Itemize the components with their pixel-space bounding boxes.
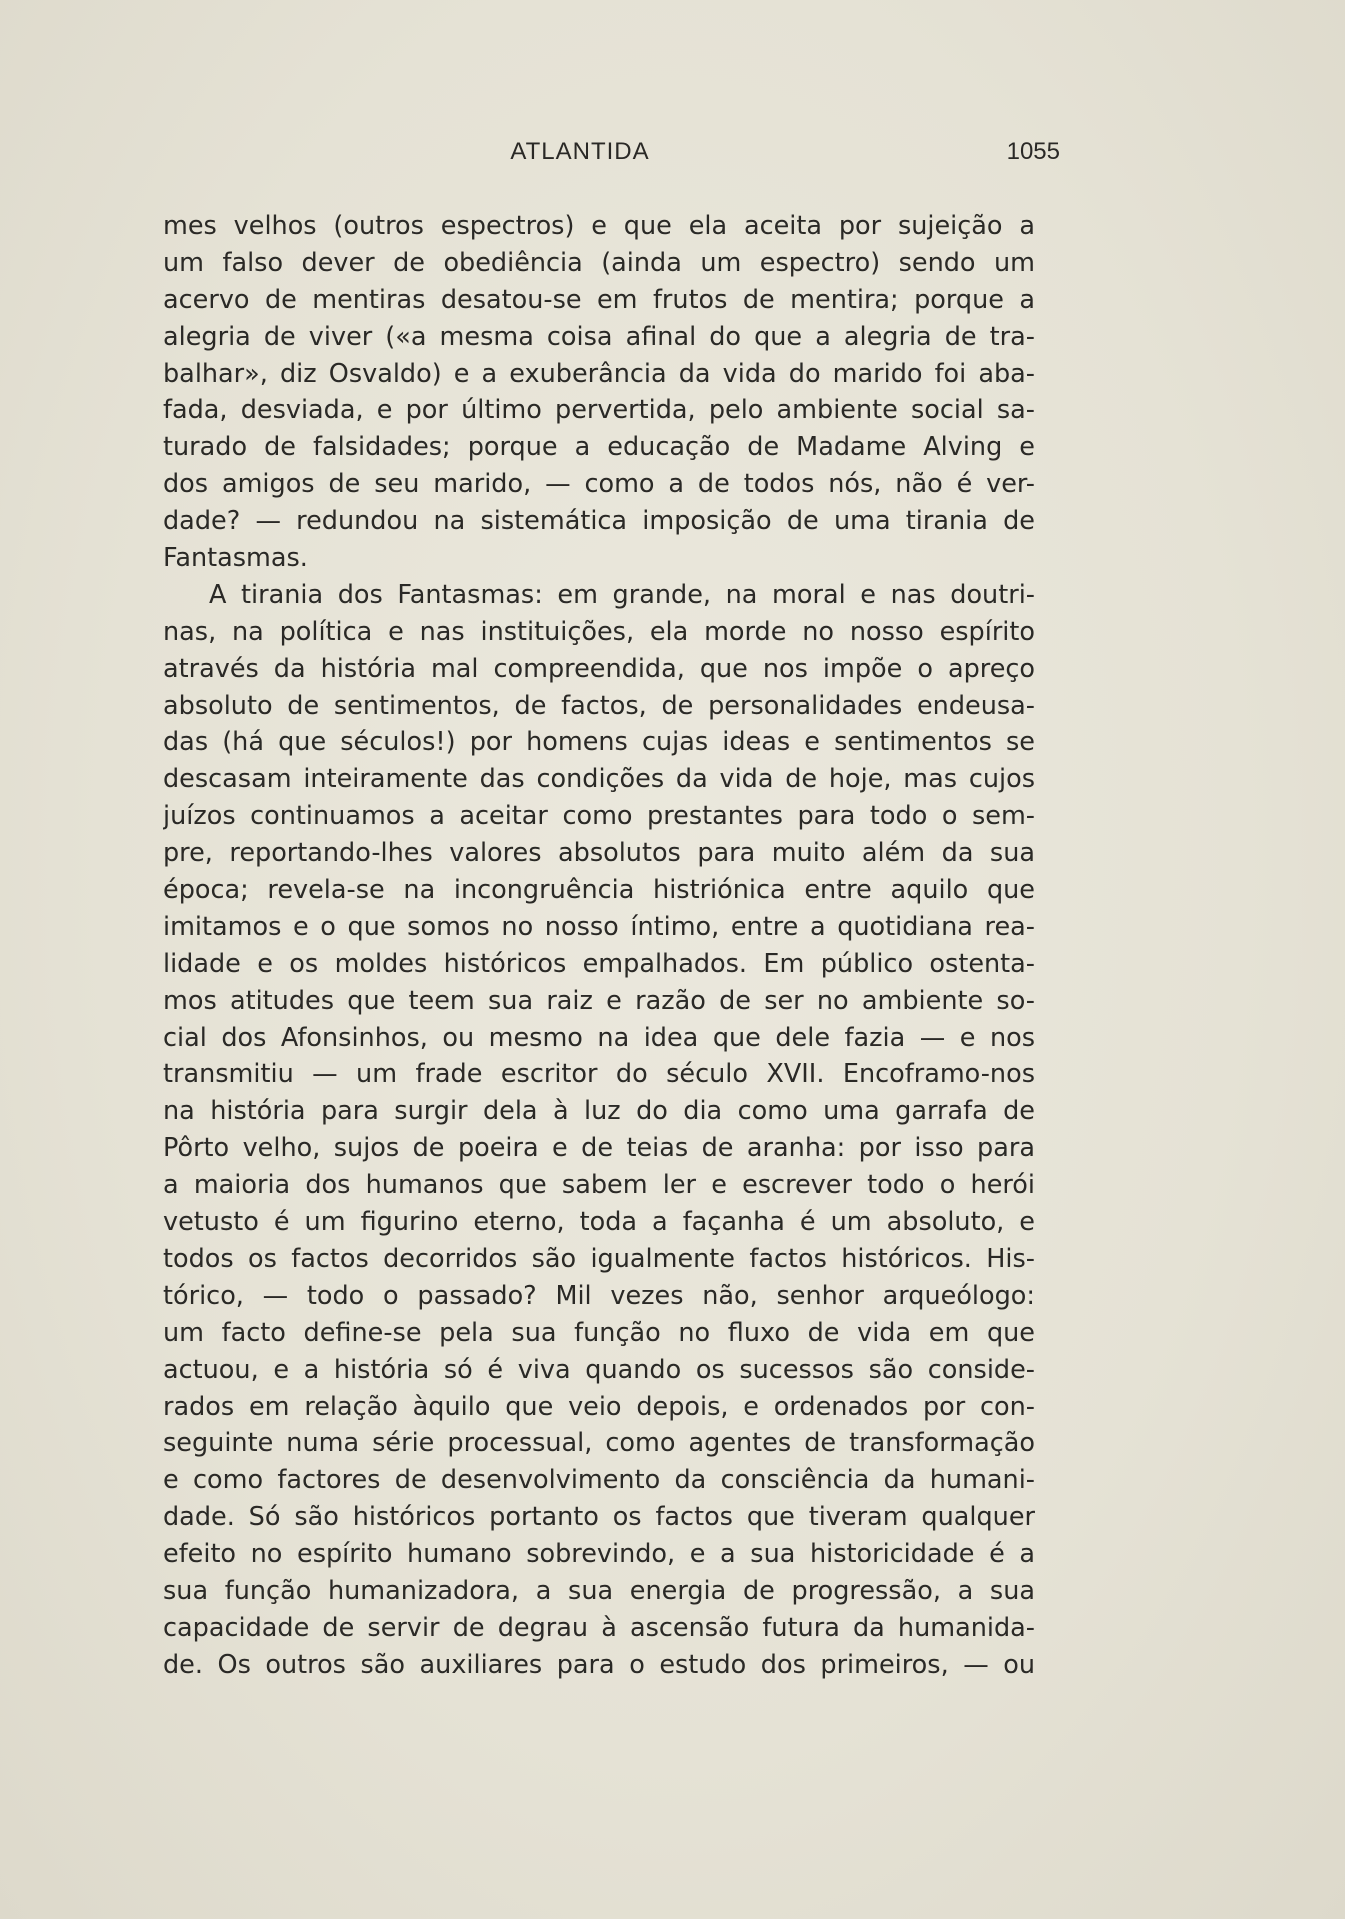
text-line: Fantasmas. — [163, 543, 308, 574]
text-line: lidade e os moldes históricos empalhados. Em público ostenta- — [163, 948, 1035, 979]
text-line: de. Os outros são auxiliares para o estudo dos primeiros, — ou — [163, 1649, 1035, 1680]
text-line: pre, reportando-lhes valores absolutos para muito além da sua — [163, 838, 1035, 869]
text-line: mos atitudes que teem sua raiz e razão de ser no ambiente so- — [163, 985, 1035, 1016]
text-line: acervo de mentiras desatou-se em frutos de mentira; porque a — [163, 284, 1035, 315]
text-line: imitamos e o que somos no nosso íntimo, entre a quotidiana rea- — [163, 911, 1035, 942]
text-line: tórico, — todo o passado? Mil vezes não, senhor arqueólogo: — [163, 1280, 1035, 1311]
text-line: um falso dever de obediência (ainda um espectro) sendo um — [163, 247, 1035, 278]
text-line: das (há que séculos!) por homens cujas ideas e sentimentos se — [163, 727, 1035, 758]
text-line: balhar», diz Osvaldo) e a exuberância da vida do marido foi aba- — [163, 358, 1035, 389]
text-line: descasam inteiramente das condições da vida de hoje, mas cujos — [163, 764, 1035, 795]
text-line: rados em relação àquilo que veio depois, e ordenados por con- — [163, 1391, 1035, 1422]
text-line: vetusto é um figurino eterno, toda a façanha é um absoluto, e — [163, 1207, 1035, 1238]
text-line: alegria de viver («a mesma coisa afinal do que a alegria de tra- — [163, 321, 1035, 352]
text-line: dade. Só são históricos portanto os factos que tiveram qualquer — [163, 1502, 1035, 1533]
text-line: Pôrto velho, sujos de poeira e de teias de aranha: por isso para — [163, 1133, 1035, 1164]
text-line: a maioria dos humanos que sabem ler e escrever todo o herói — [163, 1170, 1035, 1201]
body-text — [163, 208, 1035, 1684]
text-line: transmitiu — um frade escritor do século XVII. Encoframo-nos — [163, 1059, 1035, 1090]
text-line: sua função humanizadora, a sua energia de progressão, a sua — [163, 1575, 1035, 1606]
running-title: ATLANTIDA — [510, 138, 650, 165]
text-line: fada, desviada, e por último pervertida, pelo ambiente social sa- — [163, 395, 1035, 426]
text-line: juízos continuamos a aceitar como prestantes para todo o sem- — [163, 801, 1035, 832]
text-line: capacidade de servir de degrau à ascensão futura da humanida- — [163, 1612, 1035, 1643]
text-line: através da história mal compreendida, que nos impõe o apreço — [163, 653, 1035, 684]
text-line: um facto define-se pela sua função no fluxo de vida em que — [163, 1317, 1035, 1348]
text-line: na história para surgir dela à luz do dia como uma garrafa de — [163, 1096, 1035, 1127]
text-line: turado de falsidades; porque a educação de Madame Alving e — [163, 432, 1035, 463]
text-line: seguinte numa série processual, como agentes de transformação — [163, 1428, 1035, 1459]
text-line: absoluto de sentimentos, de factos, de personalidades endeusa- — [163, 690, 1035, 721]
running-head — [160, 138, 1060, 178]
text-line: todos os factos decorridos são igualmente factos históricos. His- — [163, 1243, 1035, 1274]
text-line: A tirania dos Fantasmas: em grande, na moral e nas doutri- — [209, 579, 1035, 610]
page-number: 1055 — [1006, 138, 1060, 165]
text-line: dos amigos de seu marido, — como a de todos nós, não é ver- — [163, 469, 1035, 500]
text-line: época; revela-se na incongruência histriónica entre aquilo que — [163, 875, 1035, 906]
text-line: dade? — redundou na sistemática imposição de uma tirania de — [163, 506, 1035, 537]
text-line: efeito no espírito humano sobrevindo, e a sua historicidade é a — [163, 1539, 1035, 1570]
text-line: e como factores de desenvolvimento da consciência da humani- — [163, 1465, 1035, 1496]
text-line: nas, na política e nas instituições, ela morde no nosso espírito — [163, 616, 1035, 647]
text-line: actuou, e a história só é viva quando os sucessos são conside- — [163, 1354, 1035, 1385]
text-line: cial dos Afonsinhos, ou mesmo na idea que dele fazia — e nos — [163, 1022, 1035, 1053]
text-line: mes velhos (outros espectros) e que ela aceita por sujeição a — [163, 211, 1035, 241]
